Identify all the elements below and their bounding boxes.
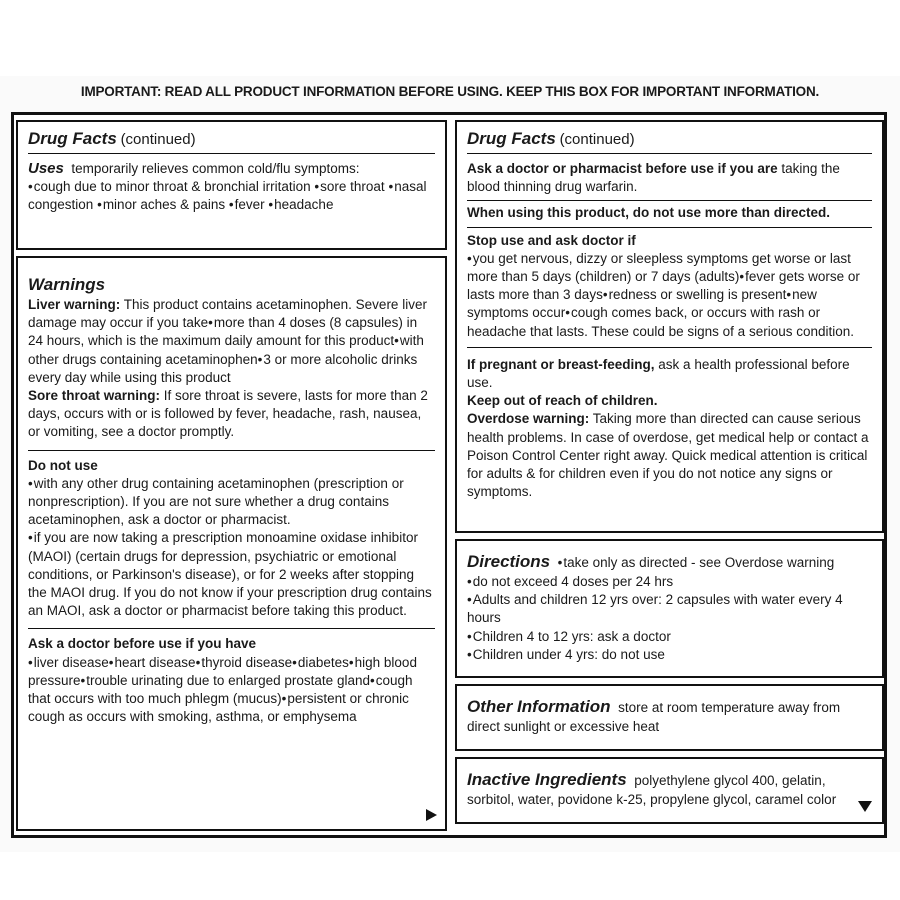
section-rule (467, 200, 872, 201)
do-not-use-text: with any other drug containing acetaminophen (prescription or nonprescription). If you are not sure whether a drug contains acetaminophen, ask a doctor or pharmacist. (28, 475, 404, 528)
continued-label: (continued) (120, 131, 196, 148)
stop-use-item: cough comes back, or occurs with rash or headache that lasts. These could be signs of a serious condition. (467, 305, 854, 339)
uses-item: headache (274, 197, 334, 213)
bullet: • (565, 305, 571, 321)
do-not-use-label: Do not use (28, 457, 98, 473)
ask-doctor-item: diabetes (297, 654, 349, 670)
ask-doctor-item: heart disease (114, 654, 196, 670)
sore-throat-label: Sore throat warning: (28, 388, 161, 404)
bullet: • (281, 691, 287, 707)
stop-use-item: new symptoms occur (467, 287, 817, 321)
bullet: • (388, 179, 394, 195)
bullet: • (602, 287, 608, 303)
directions-text: Children 4 to 12 yrs: ask a doctor (472, 628, 671, 644)
bullet: • (97, 197, 102, 213)
uses-item: sore throat (320, 179, 385, 195)
stop-use-item: redness or swelling is present (608, 287, 787, 303)
bullet: • (557, 555, 563, 570)
bullet: • (28, 530, 33, 546)
directions-item (467, 573, 872, 591)
bullet: • (228, 197, 234, 213)
sore-throat-text: If sore throat is severe, lasts for more than 2 days, occurs with or is followed by fever, headache, rash, nausea, or vomiting, see a doctor promptly. (28, 388, 428, 440)
do-not-use-text: if you are now taking a prescription monoamine oxidase inhibitor (MAOI) (certain drugs for depression, psychiatric or emotional conditions, or Parkinson's disease), or for 2 weeks after stopping the MAOI drug. If you do not know if your prescription drug contains an MAOI, ask a doctor or pharmacist before taking this product. (28, 530, 432, 619)
directions-text: Adults and children 12 yrs over: 2 capsules with water every 4 hours (467, 592, 843, 626)
bullet: • (786, 287, 792, 303)
important-banner: IMPORTANT: READ ALL PRODUCT INFORMATION BEFORE USING. KEEP THIS BOX FOR IMPORTANT INFORMATION. (80, 84, 820, 99)
liver-warning (28, 296, 435, 387)
inactive-ingredients-text: polyethylene glycol 400, gelatin, sorbitol, water, povidone k-25, propylene glycol, caramel color (467, 773, 837, 807)
bullet: • (257, 351, 263, 367)
ask-doctor-item: persistent or chronic cough as occurs with smoking, asthma, or emphysema (28, 691, 409, 725)
uses-item: cough due to minor throat & bronchial irritation (33, 179, 311, 195)
uses-label: Uses (28, 160, 64, 177)
section-rule (28, 450, 435, 451)
bullet: • (268, 197, 274, 213)
ask-doctor-item: thyroid disease (201, 654, 293, 670)
liver-warning-label: Liver warning: (28, 297, 121, 312)
stop-use-list (467, 250, 872, 341)
drug-facts-title: Drug Facts (28, 129, 117, 148)
bullet: • (28, 654, 33, 670)
inactive-ingredients (467, 769, 872, 809)
do-not-use-item (28, 475, 435, 530)
bullet: • (108, 654, 114, 670)
bullet: • (80, 672, 86, 688)
keep-out-of-reach: Keep out of reach of children. (467, 393, 658, 409)
directions-panel (455, 539, 884, 678)
bullet: • (467, 628, 472, 644)
continue-arrow-icon (426, 809, 437, 821)
bullet: • (467, 646, 472, 662)
ask-pharmacist-text: taking the blood thinning drug warfarin. (467, 161, 840, 195)
bullet: • (467, 250, 472, 266)
title-rule (28, 153, 435, 154)
stop-use-item: you get nervous, dizzy or sleepless symptoms get worse or last more than 5 days (children) or 7 days (adults) (467, 250, 851, 285)
continued-label: (continued) (559, 131, 635, 148)
bullet: • (28, 179, 33, 195)
inactive-ingredients-title: Inactive Ingredients (467, 770, 627, 789)
pregnant-warning (467, 356, 872, 392)
ask-doctor-item: cough that occurs with too much phlegm (mucus) (28, 672, 413, 707)
ask-pharmacist-label: Ask a doctor or pharmacist before use if you are (467, 161, 778, 176)
uses-item: fever (234, 197, 265, 213)
bullet: • (195, 654, 201, 670)
bullet: • (467, 592, 472, 608)
liver-warning-text: more than 4 doses (8 capsules) in 24 hours, which is the maximum daily amount for this product (28, 315, 418, 349)
ask-doctor-item: liver disease (33, 654, 109, 670)
uses-section (28, 160, 435, 215)
overdose-text: Taking more than directed can cause serious health problems. In case of overdose, get medical help or contact a Poison Control Center right away. Quick medical attention is critical for adults & for children even if you do not notice any signs or symptoms. (467, 411, 869, 500)
stop-use-label: Stop use and ask doctor if (467, 232, 636, 248)
uses-intro: temporarily relieves common cold/flu symptoms: (71, 161, 360, 176)
overdose-warning (467, 410, 872, 501)
pregnant-text: ask a health professional before use. (467, 356, 850, 391)
bullet: • (292, 654, 297, 670)
bullet: • (208, 315, 213, 331)
bullet: • (348, 654, 354, 670)
directions-item (467, 628, 872, 646)
other-information-title: Other Information (467, 697, 611, 716)
directions-heading-line (467, 551, 872, 573)
section-rule (467, 227, 872, 228)
liver-warning-text: This product contains acetaminophen. Severe liver damage may occur if you take (28, 297, 427, 331)
directions-text: do not exceed 4 doses per 24 hrs (472, 574, 674, 589)
continue-down-arrow-icon (858, 801, 872, 812)
ask-pharmacist (467, 160, 872, 196)
ask-doctor-label: Ask a doctor before use if you have (28, 636, 257, 652)
ask-doctor-list (28, 654, 435, 727)
warnings-continued-panel (455, 120, 884, 533)
section-rule (28, 628, 435, 629)
bullet: • (739, 269, 745, 285)
bullet: • (369, 672, 375, 688)
other-information-text: store at room temperature away from direct sunlight or excessive heat (467, 700, 841, 734)
section-rule (467, 347, 872, 348)
ask-doctor-item: trouble urinating due to enlarged prostate gland (86, 672, 370, 688)
warnings-title: Warnings (28, 275, 106, 294)
other-information (467, 696, 872, 736)
bullet: • (467, 574, 472, 589)
uses-item: nasal congestion (28, 179, 427, 213)
other-information-panel (455, 684, 884, 751)
inactive-ingredients-panel (455, 757, 884, 824)
bullet: • (28, 475, 33, 491)
stop-use-item: fever gets worse or lasts more than 3 days (467, 269, 860, 303)
directions-text: Children under 4 yrs: do not use (472, 646, 665, 662)
pregnant-label: If pregnant or breast-feeding, (467, 356, 655, 372)
bullet: • (314, 179, 320, 195)
sore-throat-warning (28, 387, 435, 442)
title-rule (467, 153, 872, 154)
ask-doctor-item: high blood pressure (28, 654, 417, 688)
liver-warning-text: with other drugs containing acetaminophen (28, 333, 424, 367)
directions-item (467, 646, 872, 664)
bullet: • (394, 333, 399, 349)
warnings-panel (16, 256, 447, 831)
directions-item (467, 591, 872, 627)
liver-warning-text: 3 or more alcoholic drinks every day while using this product (28, 351, 418, 385)
directions-item: take only as directed - see Overdose warning (563, 555, 835, 570)
drug-facts-title: Drug Facts (467, 129, 556, 148)
overdose-label: Overdose warning: (467, 411, 590, 427)
uses-item: minor aches & pains (102, 197, 226, 213)
do-not-use-item (28, 529, 435, 620)
directions-title: Directions (467, 552, 551, 571)
when-using: When using this product, do not use more than directed. (467, 205, 831, 221)
uses-panel (16, 120, 447, 250)
